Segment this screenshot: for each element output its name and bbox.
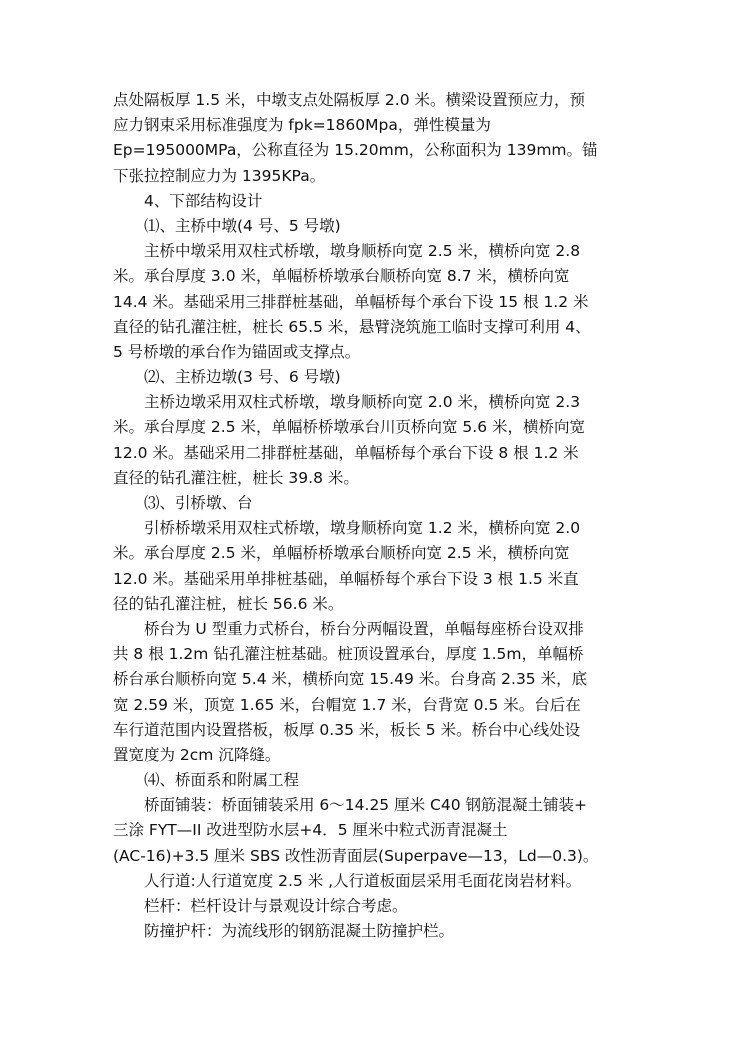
text-line: 米。承台厚度 3.0 米，单幅桥桥墩承台顺桥向宽 8.7 米，横桥向宽 bbox=[113, 267, 570, 286]
text-line: 车行道范围内设置搭板，板厚 0.35 米，板长 5 米。桥台中心线处设 bbox=[113, 720, 581, 739]
text-line: 12.0 米。基础采用单排桩基础，单幅桥每个承台下设 3 根 1.5 米直 bbox=[113, 569, 579, 588]
text-line: 三涂 FYT—II 改进型防水层+4．5 厘米中粒式沥青混凝土 bbox=[113, 821, 508, 840]
text-line: 置宽度为 2cm 沉降缝。 bbox=[113, 745, 281, 764]
subsection-heading: ⑵、主桥边墩(3 号、6 号墩) bbox=[144, 368, 341, 387]
section-heading: 4、下部结构设计 bbox=[144, 191, 263, 210]
text-line: 米。承台厚度 2.5 米，单幅桥桥墩承台川页桥向宽 5.6 米，横桥向宽 bbox=[113, 418, 586, 437]
text-line: 5 号桥墩的承台作为锚固或支撑点。 bbox=[113, 342, 361, 361]
text-line: 人行道:人行道宽度 2.5 米 ,人行道板面层采用毛面花岗岩材料。 bbox=[144, 871, 582, 890]
text-line: 径的钻孔灌注桩，桩长 56.6 米。 bbox=[113, 594, 344, 613]
subsection-heading: ⑶、引桥墩、台 bbox=[144, 494, 253, 512]
text-line: 主桥中墩采用双柱式桥墩，墩身顺桥向宽 2.5 米，横桥向宽 2.8 bbox=[144, 242, 581, 261]
text-line: 14.4 米。基础采用三排群桩基础，单幅桥每个承台下设 15 根 1.2 米 bbox=[113, 292, 589, 311]
text-line: 桥台为 U 型重力式桥台，桥台分两幅设置，单幅每座桥台设双排 bbox=[144, 619, 584, 638]
text-line: 应力钢束采用标准强度为 fpk=1860Mpa，弹性模量为 bbox=[113, 116, 491, 135]
text-line: 共 8 根 1.2m 钻孔灌注桩基础。桩顶设置承台，厚度 1.5m，单幅桥 bbox=[113, 645, 584, 664]
text-line: 宽 2.59 米，顶宽 1.65 米，台帽宽 1.7 米，台背宽 0.5 米。台后在 bbox=[113, 695, 581, 714]
text-line: 12.0 米。基础采用二排群桩基础，单幅桥每个承台下设 8 根 1.2 米 bbox=[113, 443, 579, 462]
text-line: Ep=195000MPa，公称直径为 15.20mm，公称面积为 139mm。锚 bbox=[113, 141, 598, 160]
text-line: 下张拉控制应力为 1395KPa。 bbox=[113, 166, 326, 185]
text-line: (AC-16)+3.5 厘米 SBS 改性沥青面层(Superpave—13，Ld—0.3)。 bbox=[113, 846, 599, 865]
text-line: 桥台承台顺桥向宽 5.4 米，横桥向宽 15.49 米。台身高 2.35 米，底 bbox=[113, 670, 588, 689]
text-line: 桥面铺装：桥面铺装采用 6～14.25 厘米 C40 钢筋混凝土铺装+ bbox=[144, 796, 587, 815]
text-line: 防撞护杆：为流线形的钢筋混凝土防撞护栏。 bbox=[144, 922, 455, 941]
subsection-heading: ⑴、主桥中墩(4 号、5 号墩) bbox=[144, 216, 341, 235]
text-line: 栏杆：栏杆设计与景观设计综合考虑。 bbox=[144, 897, 408, 915]
text-line: 主桥边墩采用双柱式桥墩，墩身顺桥向宽 2.0 米，横桥向宽 2.3 bbox=[144, 393, 581, 412]
subsection-heading: ⑷、桥面系和附属工程 bbox=[144, 771, 300, 790]
text-line: 直径的钻孔灌注桩，桩长 65.5 米，悬臂浇筑施工临时支撑可利用 4、 bbox=[113, 317, 591, 336]
text-line: 点处隔板厚 1.5 米，中墩支点处隔板厚 2.0 米。横梁设置预应力，预 bbox=[113, 91, 586, 109]
text-line: 引桥桥墩采用双柱式桥墩，墩身顺桥向宽 1.2 米，横桥向宽 2.0 bbox=[144, 519, 581, 538]
text-line: 米。承台厚度 2.5 米，单幅桥桥墩承台顺桥向宽 2.5 米，横桥向宽 bbox=[113, 544, 570, 563]
text-line: 直径的钻孔灌注桩，桩长 39.8 米。 bbox=[113, 468, 359, 487]
body-text bbox=[113, 88, 635, 944]
